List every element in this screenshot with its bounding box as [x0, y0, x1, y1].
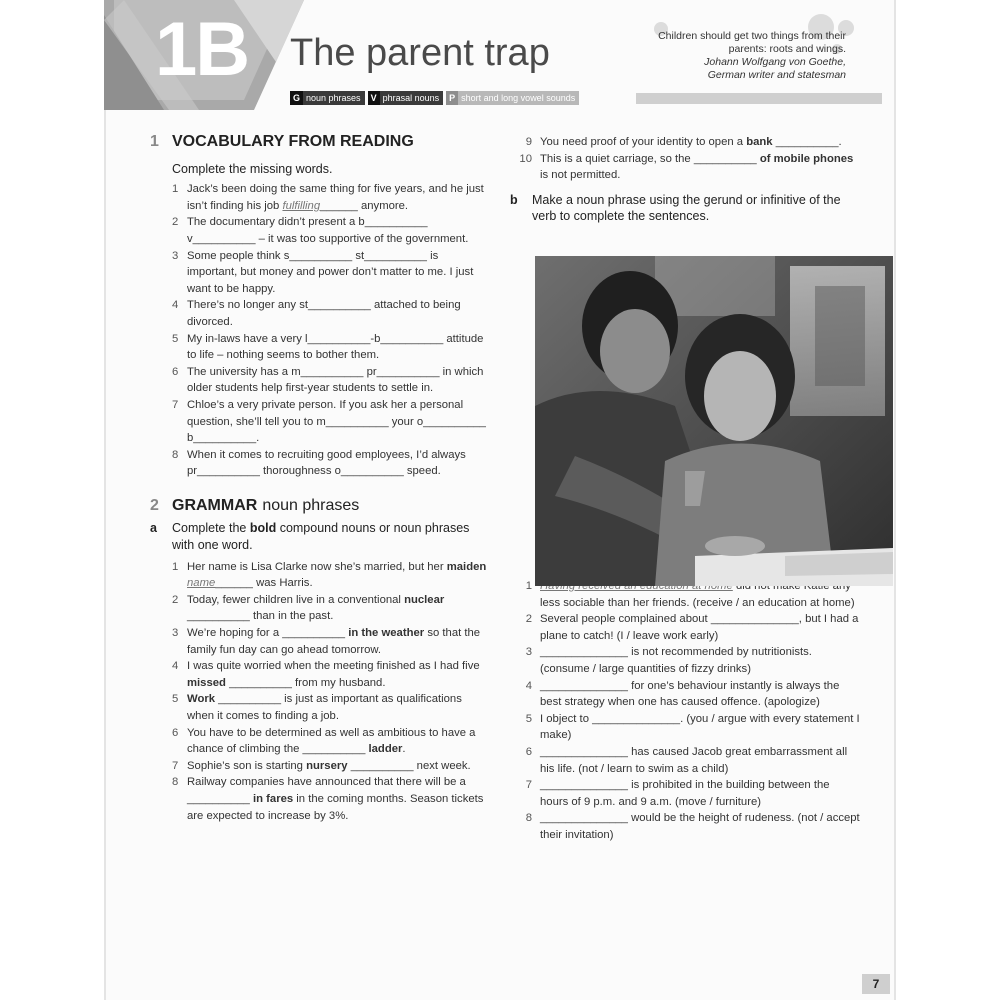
unit-title: The parent trap — [290, 32, 550, 74]
vocab-item: 1 Jack’s been doing the same thing for five years, and he just isn’t finding his job fulfilling______ anymore. — [172, 183, 484, 212]
photo-illustration — [535, 256, 893, 586]
focus-tags — [290, 91, 579, 105]
gerund-item: 2 Several people complained about ______________, but I had a plane to catch! (I / leave work early) — [525, 613, 859, 642]
quote — [650, 30, 846, 82]
vocab-item: 7 Chloe’s a very private person. If you ask her a personal question, she’ll tell you to m__________ your o__________ b__________. — [172, 398, 486, 445]
page-edge-left — [104, 0, 106, 1000]
part-b-instruction: b Make a noun phrase using the gerund or infinitive of the verb to complete the sentences. — [510, 192, 841, 224]
vocab-item: 6 The university has a m__________ pr__________ in which older students help first-year students to settle in. — [172, 365, 484, 395]
grammar-item: 2 Today, fewer children live in a conventional nuclear __________ than in the past. — [172, 593, 445, 623]
tag-grammar: G noun phrases — [290, 91, 365, 105]
tag-vocabulary: V phrasal nouns — [368, 91, 444, 105]
grammar-item: 5 Work __________ is just as important as qualifications when it comes to finding a job. — [172, 693, 462, 722]
tag-pronunciation: P short and long vowel sounds — [446, 91, 579, 105]
photo-father-and-daughter-reading — [535, 256, 893, 586]
unit-code: 1B — [155, 7, 249, 92]
tag-bar — [636, 93, 882, 104]
vocab-item: 3 Some people think s__________ st__________ is important, but money and power don’t matter to me. I just want to be happy. — [172, 249, 474, 295]
handwritten-answer: fulfilling — [282, 199, 321, 212]
gerund-item: 5 I object to ______________. (you / argue with every statement I make) — [525, 712, 860, 742]
grammar-item: 8 Railway companies have announced that there will be a __________ in fares in the coming months. Season tickets are expected to increase by 3%. — [172, 776, 484, 822]
section-number: 2 — [150, 496, 159, 514]
grammar-item: 1 Her name is Lisa Clarke now she’s married, but her maiden name______ was Harris. — [172, 560, 487, 590]
vocab-item: 4 There’s no longer any st__________ attached to being divorced. — [172, 299, 461, 328]
page-edge-right — [894, 0, 896, 1000]
grammar-item: 7 Sophie’s son is starting nursery __________ next week. — [172, 759, 471, 772]
quote-author-role: German writer and statesman — [707, 69, 846, 81]
gerund-item: 3 ______________ is not recommended by nutritionists. (consume / large quantities of fizzy drinks) — [525, 646, 812, 675]
section-2-heading — [150, 498, 490, 515]
section-title: GRAMMAR — [172, 496, 258, 514]
quote-author: Johann Wolfgang von Goethe, — [704, 56, 846, 68]
grammar-item: 3 We’re hoping for a __________ in the weather so that the family fun day can go ahead tomorrow. — [172, 627, 481, 656]
part-a-instruction: a Complete the bold compound nouns or noun phrases with one word. — [150, 521, 470, 553]
vocab-item: 8 When it comes to recruiting good employees, I’d always pr__________ thoroughness o__________ speed. — [172, 448, 466, 478]
section-number: 1 — [150, 133, 159, 150]
gerund-item: 6 ______________ has caused Jacob great embarrassment all his life. (not / learn to swim as a child) — [525, 745, 848, 775]
grammar-item: 4 I was quite worried when the meeting finished as I had five missed __________ from my husband. — [172, 660, 480, 689]
section-subtitle: noun phrases — [262, 496, 360, 514]
quote-text: Children should get two things from their parents: roots and wings. — [658, 30, 846, 55]
section-1-instruction: Complete the missing words. — [172, 161, 333, 176]
section-1-heading — [150, 134, 490, 151]
gerund-item: 1 less sociable than her friends. (receive / an education at home) — [525, 579, 855, 609]
vocab-item: 5 My in-laws have a very l__________-b__________ attitude to life – nothing seems to bother them. — [172, 332, 484, 362]
gerund-item: 4 ______________ for one’s behaviour instantly is always the best strategy when one has caused offence. (apologize) — [525, 679, 840, 709]
section-title: VOCABULARY FROM READING — [172, 133, 414, 150]
gerund-item: 8 ______________ would be the height of rudeness. (not / accept their invitation) — [525, 812, 860, 841]
grammar-item: 6 You have to be determined as well as ambitious to have a chance of climbing the __________ ladder. — [172, 726, 476, 756]
left-column — [150, 134, 490, 824]
handwritten-answer: name — [187, 577, 216, 590]
vocab-item: 2 The documentary didn’t present a b__________ v__________ – it was too supportive of the government. — [172, 216, 469, 245]
page-number: 7 — [862, 974, 890, 994]
grammar-item: 9 You need proof of your identity to open a bank __________. — [525, 136, 842, 148]
gerund-item: 7 ______________ is prohibited in the building between the hours of 9 p.m. and 9 a.m. (move / furniture) — [525, 779, 830, 808]
grammar-item: 10 This is a quiet carriage, so the __________ of mobile phones is not permitted. — [519, 152, 854, 182]
